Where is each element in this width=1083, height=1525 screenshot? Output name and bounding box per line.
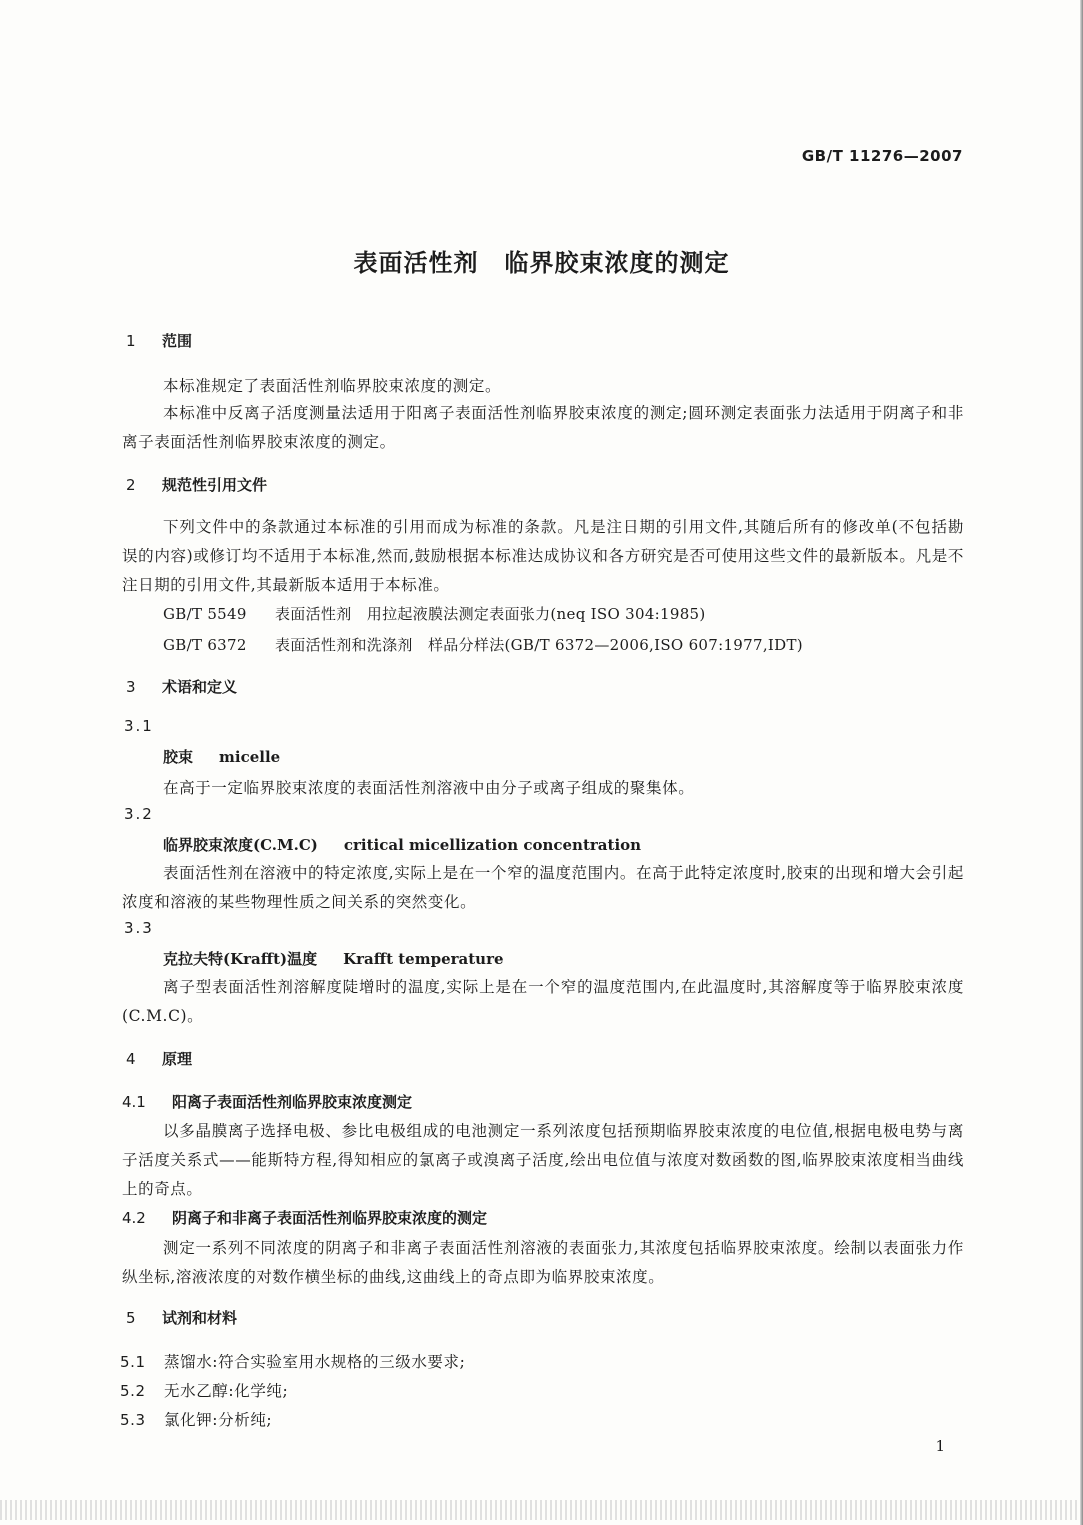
title-part2: 临界胶束浓度的测定 [504,249,730,277]
term-number: 3.2 [124,805,154,823]
section-4-heading: 4 原理 [126,1050,193,1068]
list-item: 5.3 氯化钾:分析纯; [120,1411,273,1429]
subsection-4-2-text: 测定一系列不同浓度的阴离子和非离子表面活性剂溶液的表面张力,其浓度包括临界胶束浓度。绘制以表面张力作纵坐标,溶液浓度的对数作横坐标的曲线,这曲线上的奇点即为临界胶束浓度。 [122,1239,964,1286]
term-definition: 离子型表面活性剂溶解度陡增时的温度,实际上是在一个窄的温度范围内,在此温度时,其溶解度等于临界胶束浓度(C.M.C)。 [122,978,964,1025]
scan-artifact [0,1500,1083,1520]
section-3-heading: 3 术语和定义 [126,678,238,696]
document-title [0,243,1083,278]
title-part1: 表面活性剂 [353,249,479,277]
term-definition: 在高于一定临界胶束浓度的表面活性剂溶液中由分子或离子组成的聚集体。 [163,779,695,797]
section-1-heading: 1 范围 [126,332,193,350]
subsection-4-2-heading: 4.2 阴离子和非离子表面活性剂临界胶束浓度的测定 [122,1209,488,1227]
term-title: 临界胶束浓度(C.M.C) critical micellization concentration [163,836,642,854]
section-5-heading: 5 试剂和材料 [126,1309,238,1327]
section-2-para-1: 下列文件中的条款通过本标准的引用而成为标准的条款。凡是注日期的引用文件,其随后所有的修改单(不包括勘误的内容)或修订均不适用于本标准,然而,鼓励根据本标准达成协议和各方研究是否可使用这些文件的最新版本。凡是不注日期的引用文件,其最新版本适用于本标准。 [122,518,964,594]
section-1-para-2: 本标准中反离子活度测量法适用于阳离子表面活性剂临界胶束浓度的测定;圆环测定表面张力法适用于阴离子和非离子表面活性剂临界胶束浓度的测定。 [122,404,964,451]
section-1-para-1: 本标准规定了表面活性剂临界胶束浓度的测定。 [163,377,502,395]
term-title: 胶束 micelle [163,748,281,766]
section-2-heading: 2 规范性引用文件 [126,476,268,494]
subsection-4-1-text: 以多晶膜离子选择电极、参比电极组成的电池测定一系列浓度包括预期临界胶束浓度的电位值,根据电极电势与离子活度关系式——能斯特方程,得知相应的氯离子或溴离子活度,绘出电位值与浓度对数函数的图,临界胶束浓度相当曲线上的奇点。 [122,1122,964,1198]
term-number: 3.3 [124,919,154,937]
page-number: 1 [935,1437,945,1455]
list-item: 5.2 无水乙醇:化学纯; [120,1382,289,1400]
normative-reference: GB/T 5549 表面活性剂 用拉起液膜法测定表面张力(neq ISO 304:1985) [163,605,706,623]
list-item: 5.1 蒸馏水:符合实验室用水规格的三级水要求; [120,1353,466,1371]
subsection-4-1-heading: 4.1 阳离子表面活性剂临界胶束浓度测定 [122,1093,413,1111]
term-title: 克拉夫特(Krafft)温度 Krafft temperature [163,950,504,968]
normative-reference: GB/T 6372 表面活性剂和洗涤剂 样品分样法(GB/T 6372—2006,ISO 607:1977,IDT) [163,636,803,654]
standard-code: GB/T 11276—2007 [801,147,963,165]
term-number: 3.1 [124,717,154,735]
term-definition: 表面活性剂在溶液中的特定浓度,实际上是在一个窄的温度范围内。在高于此特定浓度时,胶束的出现和增大会引起浓度和溶液的某些物理性质之间关系的突然变化。 [122,864,964,911]
